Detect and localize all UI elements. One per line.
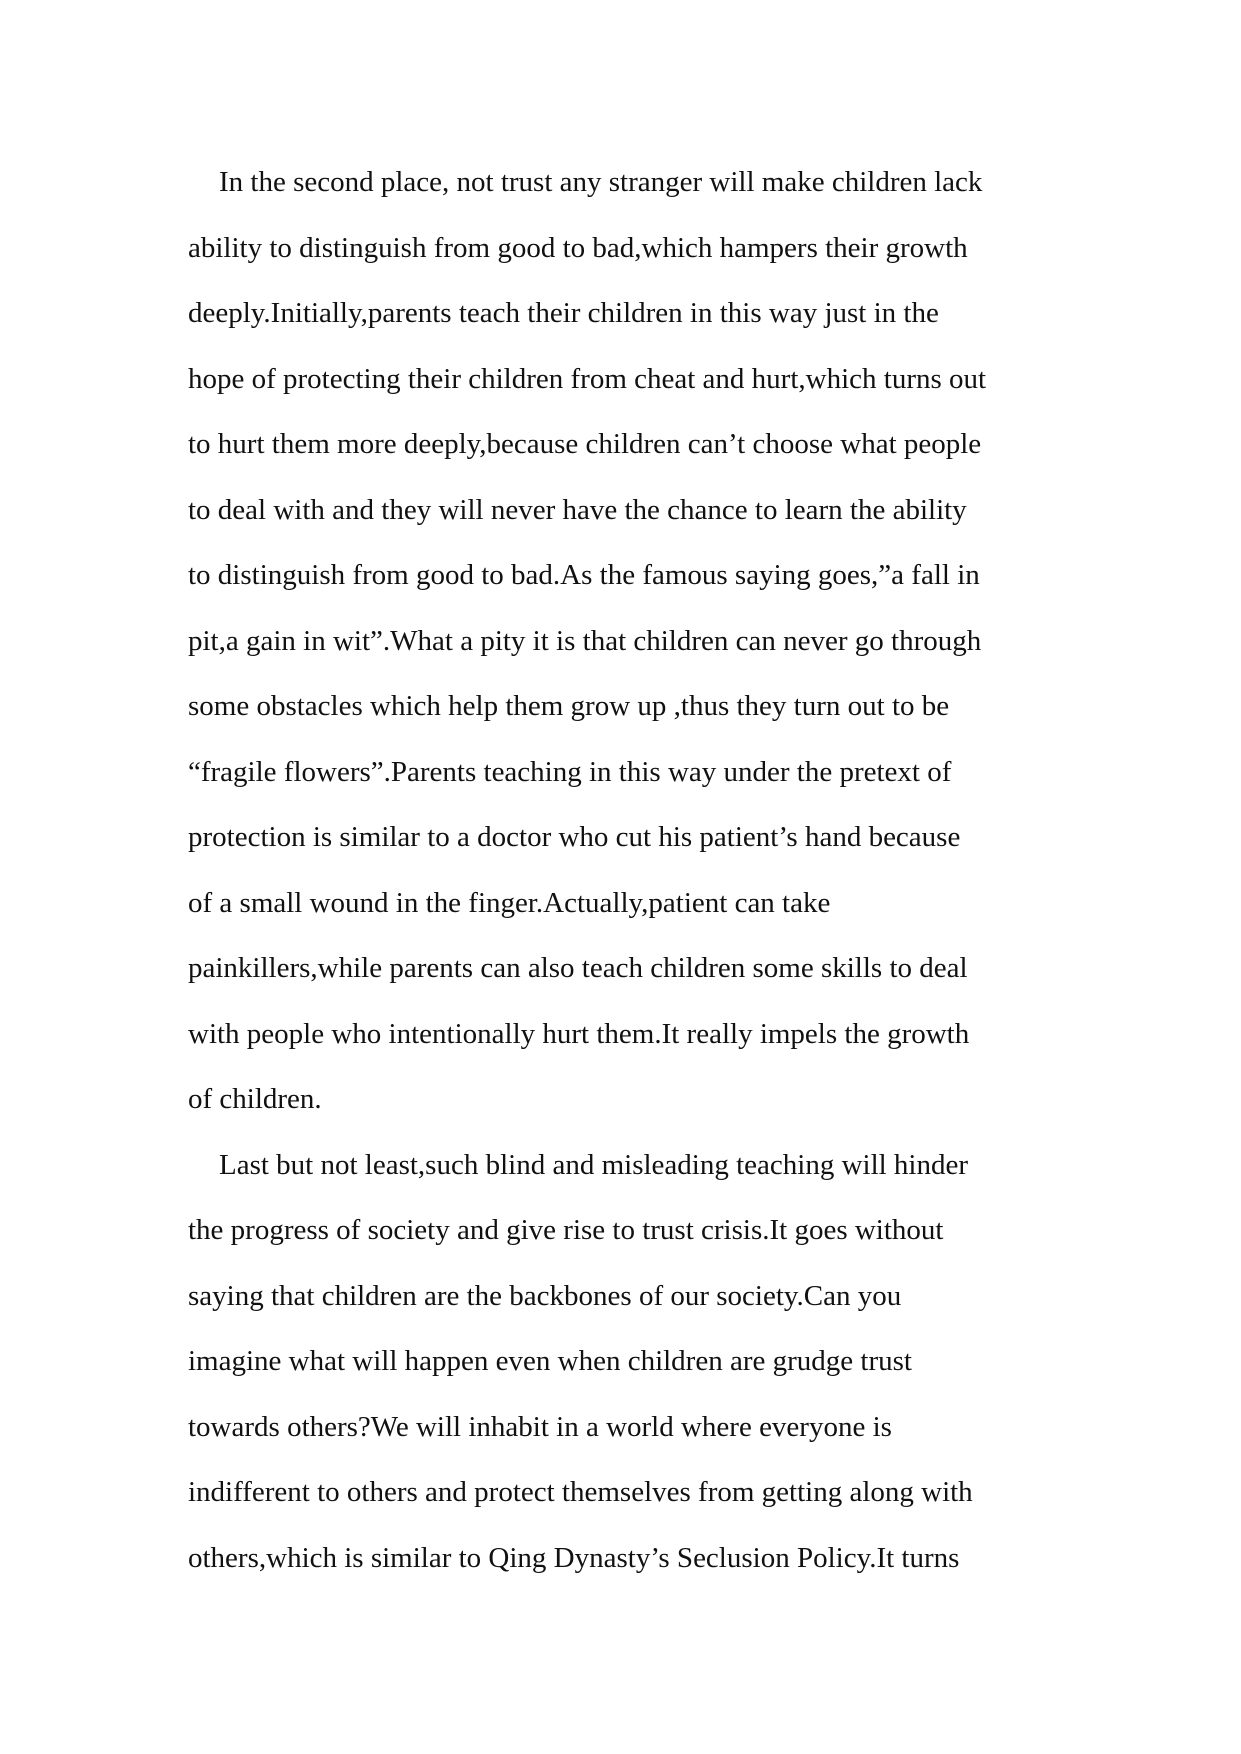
text-line: painkillers,while parents can also teach children some skills to deal bbox=[188, 952, 968, 984]
text-line: pit,a gain in wit”.What a pity it is that children can never go through bbox=[188, 624, 982, 657]
text-line: of a small wound in the finger.Actually,patient can take bbox=[188, 886, 831, 919]
text-line: deeply.Initially,parents teach their children in this way just in the bbox=[188, 297, 939, 329]
paragraph-last-but-not-least bbox=[188, 1145, 1068, 1604]
text-line: indifferent to others and protect themselves from getting along with bbox=[188, 1476, 973, 1508]
text-line: ability to distinguish from good to bad,which hampers their growth bbox=[188, 231, 968, 264]
text-line: hope of protecting their children from cheat and hurt,which turns out bbox=[188, 362, 987, 395]
text-line: Last but not least,such blind and misleading teaching will hinder bbox=[219, 1148, 969, 1181]
text-line: to distinguish from good to bad.As the famous saying goes,”a fall in bbox=[188, 559, 980, 591]
text-line: others,which is similar to Qing Dynasty’s Seclusion Policy.It turns bbox=[188, 1541, 960, 1574]
text-line: In the second place, not trust any stranger will make children lack bbox=[219, 166, 983, 198]
text-line: the progress of society and give rise to trust crisis.It goes without bbox=[188, 1214, 944, 1246]
paragraph-second-place bbox=[188, 162, 1068, 1145]
text-line: to hurt them more deeply,because children can’t choose what people bbox=[188, 428, 982, 460]
text-line: some obstacles which help them grow up ,thus they turn out to be bbox=[188, 690, 950, 722]
text-line: imagine what will happen even when children are grudge trust bbox=[188, 1345, 912, 1377]
text-line: of children. bbox=[188, 1083, 322, 1115]
text-line: protection is similar to a doctor who cut his patient’s hand because bbox=[188, 821, 961, 853]
text-line: with people who intentionally hurt them.It really impels the growth bbox=[188, 1017, 970, 1050]
text-line: towards others?We will inhabit in a world where everyone is bbox=[188, 1410, 892, 1443]
text-line: saying that children are the backbones of our society.Can you bbox=[188, 1279, 902, 1312]
text-line: to deal with and they will never have the chance to learn the ability bbox=[188, 493, 967, 526]
text-line: “fragile flowers”.Parents teaching in this way under the pretext of bbox=[188, 755, 952, 788]
document-body bbox=[188, 162, 1068, 1603]
